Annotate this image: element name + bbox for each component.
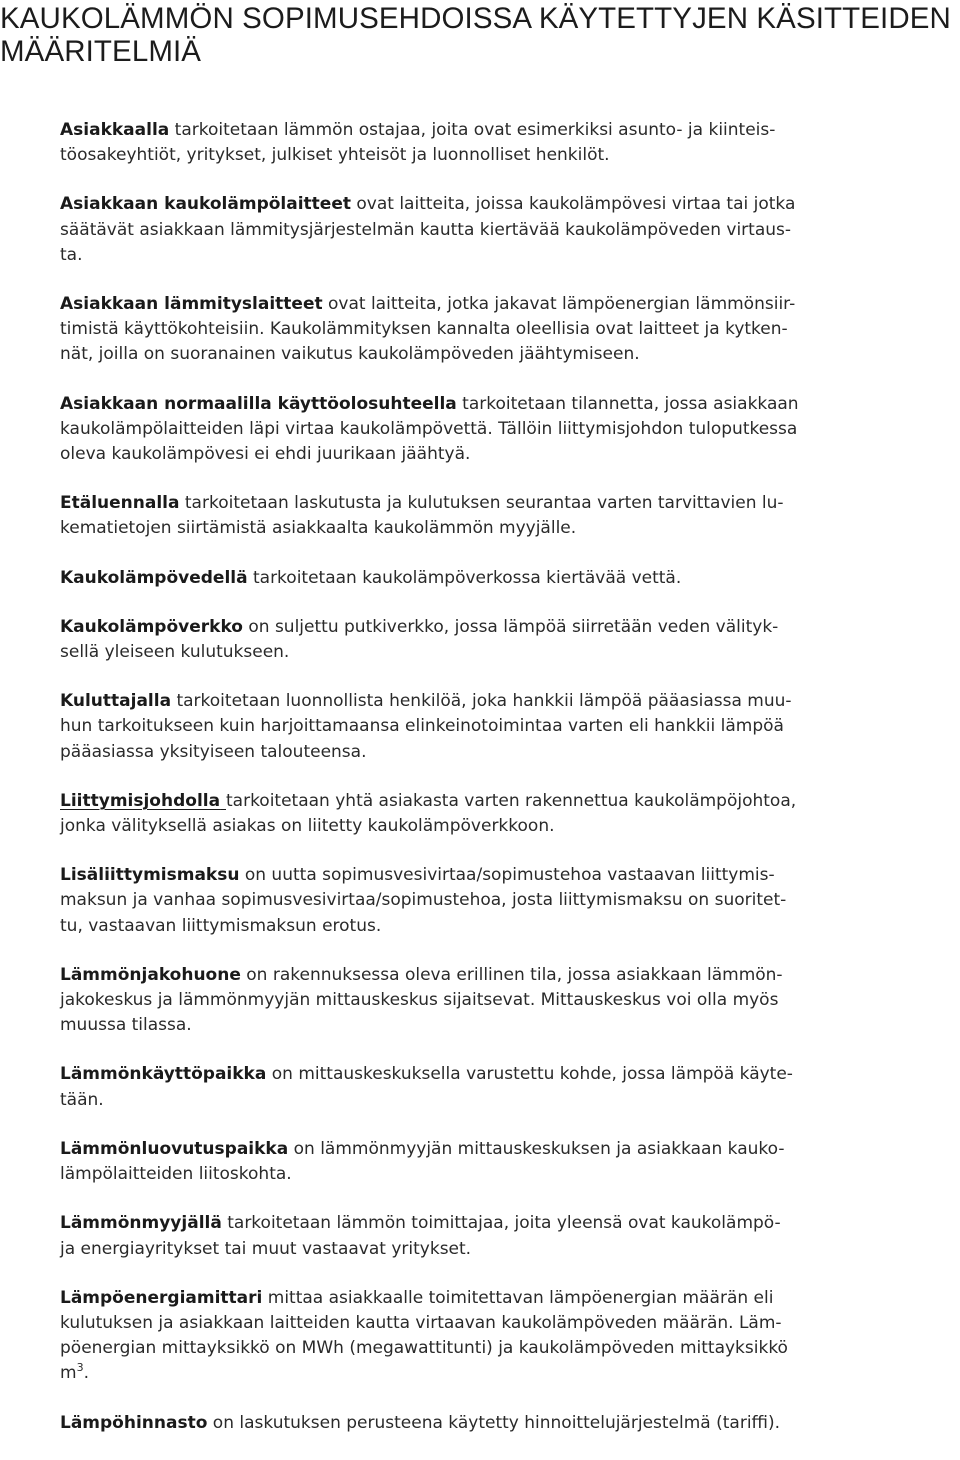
definition-lammonluovutuspaikka — [60, 1137, 960, 1187]
definition-line: kulutuksen ja asiakkaan laitteiden kautta virtaavan kaukolämpöveden määrän. Läm- — [60, 1312, 782, 1333]
definition-line — [60, 615, 960, 640]
definition-line: oleva kaukolämpövesi ei ehdi juurikaan jäähtyä. — [60, 444, 471, 465]
definition-line — [60, 789, 960, 814]
definition-line — [60, 963, 960, 988]
definition-line: pöenergian mittayksikkö on MWh (megawattitunti) ja kaukolämpöveden mittayksikkö — [60, 1338, 788, 1359]
definition-lammonmyyjalla — [60, 1211, 960, 1261]
definition-line: kaukolämpölaitteiden läpi virtaa kaukolämpövettä. Tällöin liittymisjohdon tuloputkessa — [60, 418, 798, 439]
definition-text: tarkoitetaan luonnollista henkilöä, joka hankkii lämpöä pääasiassa muu- — [171, 691, 792, 712]
definition-asiakkaan-lammityslaitteet — [60, 292, 960, 368]
unit-exponent: 3 — [76, 1361, 84, 1375]
definition-line — [60, 1411, 960, 1436]
definition-line: lämpölaitteiden liitoskohta. — [60, 1164, 292, 1185]
definition-text: tarkoitetaan kaukolämpöverkossa kiertävää vettä. — [247, 567, 682, 588]
definition-line: pääasiassa yksityiseen talouteensa. — [60, 741, 367, 762]
definition-line: hun tarkoitukseen kuin harjoittamaansa elinkeinotoimintaa varten eli hankkii lämpöä — [60, 716, 784, 737]
definition-line: tään. — [60, 1089, 104, 1110]
definition-term: Asiakkaalla — [60, 120, 170, 140]
definition-lampohinnasto — [60, 1411, 960, 1436]
definition-line: nät, joilla on suoranainen vaikutus kaukolämpöveden jäähtymiseen. — [60, 344, 640, 365]
definition-term-text: Liittymisjohdolla — [60, 790, 221, 811]
definition-lammonkayttopaikka — [60, 1062, 960, 1112]
definition-term: Lämmönluovutuspaikka — [60, 1138, 289, 1159]
definition-kaukolampoverkko — [60, 615, 960, 665]
definition-line — [60, 689, 960, 714]
definition-line: timistä käyttökohteisiin. Kaukolämmityksen kannalta oleellisia ovat laitteet ja kytken- — [60, 319, 788, 340]
definition-line: tu, vastaavan liittymismaksun erotus. — [60, 915, 382, 936]
definition-lisaliittymismaksu — [60, 863, 960, 939]
definition-line: jonka välityksellä asiakas on liitetty kaukolämpöverkkoon. — [60, 816, 555, 837]
definition-liittymisjohdolla — [60, 789, 960, 839]
definition-line: säätävät asiakkaan lämmitysjärjestelmän kautta kiertävää kaukolämpöveden virtaus- — [60, 219, 792, 240]
definition-term: Asiakkaan lämmityslaitteet — [60, 294, 323, 315]
definition-line — [60, 863, 960, 888]
definition-asiakkaalla — [60, 118, 960, 168]
definition-line — [60, 1211, 960, 1236]
definition-text: on lämmönmyyjän mittauskeskuksen ja asiakkaan kauko- — [288, 1138, 785, 1159]
page-title-line-1: KAUKOLÄMMÖN SOPIMUSEHDOISSA KÄYTETTYJEN KÄSITTEIDEN — [0, 2, 951, 35]
definition-text: on rakennuksessa oleva erillinen tila, jossa asiakkaan lämmön- — [240, 964, 783, 985]
definition-kuluttajalla — [60, 689, 960, 765]
definition-line — [60, 1062, 960, 1087]
definition-term: Lämmönjakohuone — [60, 964, 241, 985]
page-title-line-2: MÄÄRITELMIÄ — [0, 35, 202, 68]
definition-text: tarkoitetaan lämmön toimittajaa, joita yleensä ovat kaukolämpö- — [221, 1213, 781, 1234]
definition-line: muussa tilassa. — [60, 1015, 192, 1036]
definition-line — [60, 192, 960, 217]
definition-line — [60, 1137, 960, 1162]
definition-line — [60, 566, 960, 591]
definition-kaukolampovedella — [60, 566, 960, 591]
definition-term: Lämpöenergiamittari — [60, 1287, 263, 1308]
definition-lammonjakohuone — [60, 963, 960, 1039]
definition-line — [60, 118, 960, 143]
definition-line: jakokeskus ja lämmönmyyjän mittauskeskus sijaitsevat. Mittauskeskus voi olla myös — [60, 990, 779, 1011]
definition-text: on mittauskeskuksella varustettu kohde, jossa lämpöä käyte- — [266, 1064, 793, 1085]
definition-term: Lämmönmyyjällä — [60, 1213, 222, 1234]
definition-line — [60, 491, 960, 516]
definition-text: tarkoitetaan laskutusta ja kulutuksen seurantaa varten tarvittavien lu- — [179, 493, 784, 514]
definition-term: Kaukolämpöverkko — [60, 616, 243, 637]
definition-text: on suljettu putkiverkko, jossa lämpöä siirretään veden välityk- — [242, 616, 779, 637]
definition-text: on uutta sopimusvesivirtaa/sopimustehoa vastaavan liittymis- — [239, 865, 775, 886]
definition-asiakkaan-kaukolampolaitteet — [60, 192, 960, 268]
definition-text: tarkoitetaan tilannetta, jossa asiakkaan — [456, 393, 799, 414]
definition-etaluennalla — [60, 491, 960, 541]
definition-lampoenergiamittari — [60, 1286, 960, 1387]
definition-text: ovat laitteita, joissa kaukolämpövesi virtaa tai jotka — [350, 194, 796, 215]
definition-line: töosakeyhtiöt, yritykset, julkiset yhteisöt ja luonnolliset henkilöt. — [60, 145, 610, 166]
definition-term — [60, 791, 226, 811]
definition-line: kematietojen siirtämistä asiakkaalta kaukolämmön myyjälle. — [60, 518, 577, 539]
definition-line: ta. — [60, 244, 83, 265]
definition-text: mittaa asiakkaalle toimitettavan lämpöenergian määrän eli — [262, 1287, 774, 1308]
definition-term: Asiakkaan kaukolämpölaitteet — [60, 194, 351, 215]
definition-line — [60, 1286, 960, 1311]
definition-text: ovat laitteita, jotka jakavat lämpöenergian lämmönsiir- — [322, 294, 796, 315]
definition-asiakkaan-normaalilla-kayttoolosuhteella — [60, 392, 960, 468]
unit-symbol: m — [60, 1363, 77, 1384]
definition-text: tarkoitetaan yhtä asiakasta varten rakennettua kaukolämpöjohtoa, — [226, 790, 797, 811]
definition-term: Etäluennalla — [60, 493, 180, 514]
definition-term: Kaukolämpövedellä — [60, 567, 248, 588]
sentence-end: . — [83, 1363, 89, 1384]
definition-term: Kuluttajalla — [60, 691, 172, 712]
definition-term: Lisäliittymismaksu — [60, 865, 240, 886]
definition-list — [60, 118, 960, 1460]
definition-text: tarkoitetaan lämmön ostajaa, joita ovat esimerkiksi asunto- ja kiinteis- — [169, 120, 776, 140]
definition-line — [60, 292, 960, 317]
definition-line: maksun ja vanhaa sopimusvesivirtaa/sopimustehoa, josta liittymismaksu on suoritet- — [60, 890, 787, 911]
definition-line — [60, 1361, 960, 1386]
definition-term: Asiakkaan normaalilla käyttöolosuhteella — [60, 393, 457, 414]
definition-term: Lämpöhinnasto — [60, 1412, 208, 1433]
definition-line — [60, 392, 960, 417]
page-title — [0, 2, 960, 68]
definition-term: Lämmönkäyttöpaikka — [60, 1064, 267, 1085]
definition-line: ja energiayritykset tai muut vastaavat yritykset. — [60, 1238, 472, 1259]
definition-line: sellä yleiseen kulutukseen. — [60, 642, 290, 663]
definition-text: on laskutuksen perusteena käytetty hinnoittelujärjestelmä (tariffi). — [207, 1412, 781, 1433]
